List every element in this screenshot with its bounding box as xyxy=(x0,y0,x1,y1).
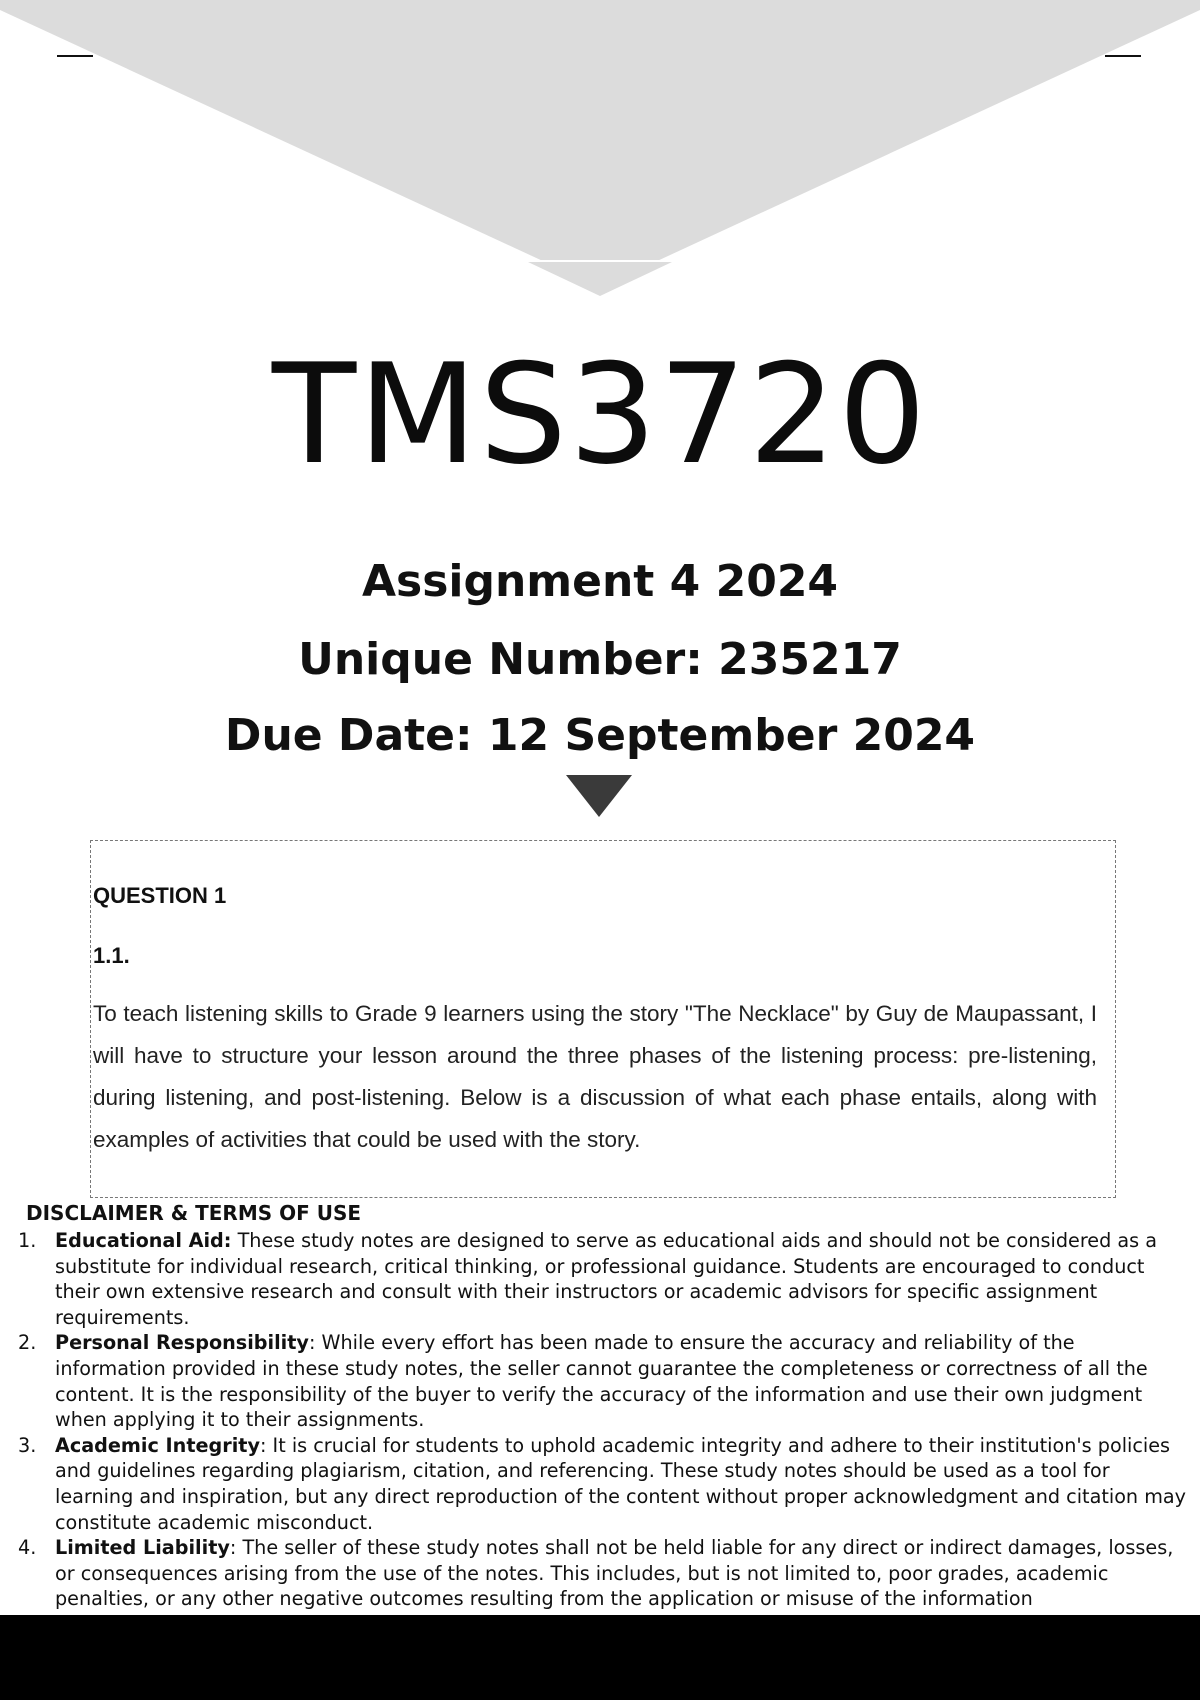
assignment-title: Assignment 4 2024 xyxy=(361,556,839,607)
disclaimer-item-number: 1. xyxy=(18,1229,37,1252)
bottom-black-bar xyxy=(0,1615,1200,1700)
down-triangle-icon xyxy=(566,775,632,817)
question-preview-box xyxy=(90,840,1116,1198)
disclaimer-item-term: Academic Integrity xyxy=(55,1433,260,1457)
disclaimer-item-text: : While every effort has been made to ensure the accuracy and reliability of the information provided in these study notes, the seller cannot guarantee the completeness or correctness of all the content. It is the responsibility of the buyer to verify the accuracy of the information and use their own judgment when applying it to their assignments. xyxy=(55,1331,1148,1432)
unique-number: Unique Number: 235217 xyxy=(298,634,902,685)
disclaimer-item-term: Limited Liability xyxy=(55,1536,230,1560)
disclaimer-item-number: 4. xyxy=(18,1536,37,1560)
disclaimer-item-text: : The seller of these study notes shall not be held liable for any direct or indirect damages, losses, or consequences arising from the use of the notes. This includes, but is not limited to, poor grades, academic penalties, or any other negative outcomes resulting from the application or misuse of the information xyxy=(55,1536,1174,1611)
disclaimer-title: DISCLAIMER & TERMS OF USE xyxy=(26,1201,362,1225)
disclaimer-item xyxy=(18,1330,1188,1432)
course-code-title: TMS3720 xyxy=(271,334,929,495)
disclaimer-item xyxy=(18,1433,1188,1535)
disclaimer-item-number: 3. xyxy=(18,1433,37,1457)
question-heading: QUESTION 1 xyxy=(93,883,227,908)
corner-rule-right xyxy=(1105,55,1141,57)
due-date: Due Date: 12 September 2024 xyxy=(224,710,976,761)
disclaimer-item xyxy=(18,1535,1188,1612)
disclaimer-item-term: Educational Aid: xyxy=(55,1229,232,1252)
disclaimer-list xyxy=(18,1228,1188,1612)
corner-rule-left xyxy=(57,55,93,57)
disclaimer-item-number: 2. xyxy=(18,1331,37,1355)
question-text: To teach listening skills to Grade 9 learners using the story "The Necklace" by Guy de Maupassant, I will have to structure your lesson around the three phases of the listening process: pre-listening, during listening, and post-listening. Below is a discussion of what each phase entails, along with examples of activities that could be used with the story. xyxy=(93,1001,1097,1152)
disclaimer-item-text: These study notes are designed to serve as educational aids and should not be considered as a substitute for individual research, critical thinking, or professional guidance. Students are encouraged to conduct their own extensive research and consult with their instructors or academic advisors for specific assignment requirements. xyxy=(55,1229,1157,1329)
disclaimer-item-term: Personal Responsibility xyxy=(55,1331,309,1355)
banner-chevron-graphic xyxy=(0,0,1200,300)
question-number: 1.1. xyxy=(93,943,130,968)
disclaimer-item-text: : It is crucial for students to uphold academic integrity and adhere to their institution's policies and guidelines regarding plagiarism, citation, and referencing. These study notes should be used as a tool for learning and inspiration, but any direct reproduction of the content without proper acknowledgment and citation may constitute academic misconduct. xyxy=(55,1433,1186,1534)
disclaimer-item xyxy=(18,1228,1188,1330)
disclaimer-section xyxy=(18,1200,1188,1612)
